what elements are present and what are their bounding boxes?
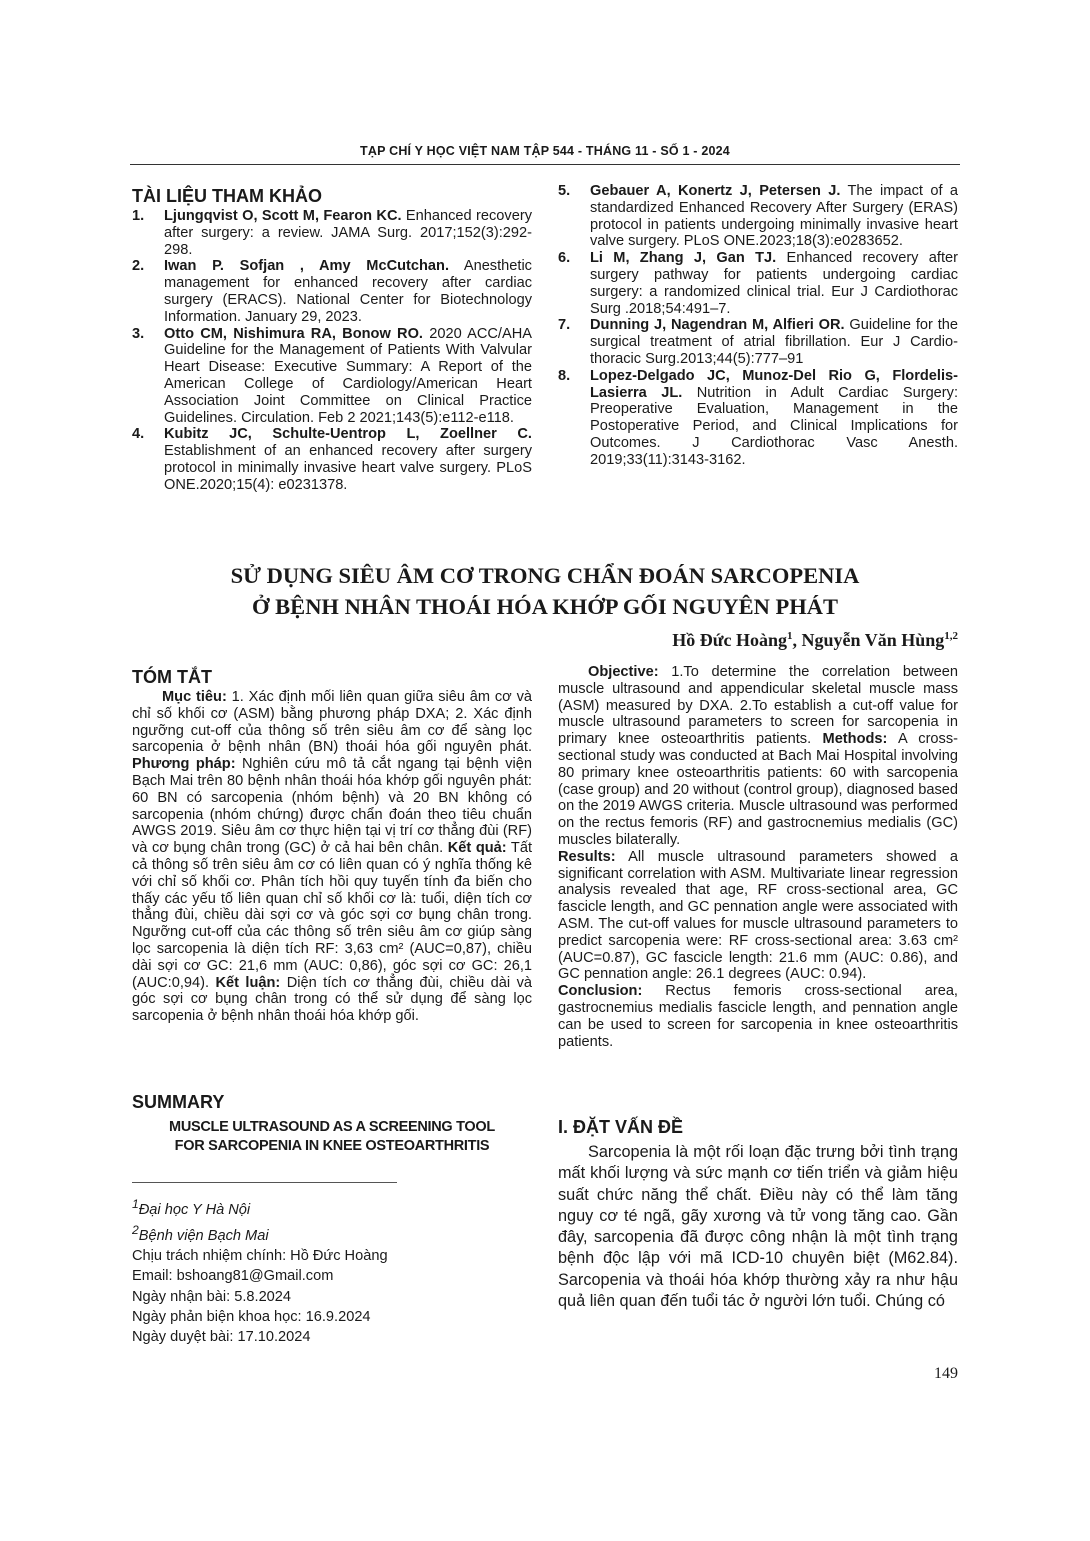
date-reviewed: Ngày phản biện khoa học: 16.9.2024 [132,1308,371,1325]
author-separator: , [792,630,802,650]
reference-number: 4. [132,426,145,443]
reference-number: 5. [558,183,571,199]
responsible-author: Chịu trách nhiệm chính: Hồ Đức Hoàng [132,1248,388,1265]
reference-body: 2020 ACC/AHA Guideline for the Management of Patients With Valvular Heart Disease: Executive Summary: A Report of the American College of Cardiology/American Heart Association Joint Committee on Clinical Practice Guidelines. Circulation. Feb 2 2021;143(5):e112-e118. [164,325,532,426]
article-title-line-2: Ở BỆNH NHÂN THOÁI HÓA KHỚP GỐI NGUYÊN PHÁT [252,594,838,619]
abstract-label: Mục tiêu: [162,689,227,705]
abstract-label: Results: [558,848,616,865]
contact-email: Email: bshoang81@Gmail.com [132,1268,334,1285]
reference-body: Enhanced recovery after surgery pathway for patients undergoing cardiac surgery: a randomized clinical trial. Eur J Cardiothorac Surg .2018;54:491–7. [590,250,958,317]
reference-authors: Otto CM, Nishimura RA, Bonow RO. [164,325,423,342]
reference-item [132,326,532,427]
article-title-line-1: SỬ DỤNG SIÊU ÂM CƠ TRONG CHẨN ĐOÁN SARCOPENIA [230,563,860,588]
abstract-english [558,664,958,1050]
footnote-rule [132,1182,397,1183]
date-accepted: Ngày duyệt bài: 17.10.2024 [132,1328,311,1345]
reference-item [132,258,532,325]
reference-number: 8. [558,367,571,384]
abstract-en-body [558,664,958,1050]
reference-body: Establishment of an enhanced recovery after surgery protocol in minimally invasive heart valve surgery. PLoS ONE.2020;15(4): e0231378. [164,443,532,493]
summary-title [132,1118,532,1156]
reference-body: The impact of a standardized Enhanced Recovery After Surgery (ERAS) protocol in patients undergoing minimally invasive heart valve surgery. PLoS ONE.2023;18(3):e0283652. [590,183,958,250]
abstract-label: Methods: [822,731,888,748]
reference-body: Anesthetic management for enhanced recovery after cardiac surgery (ERACS). National Center for Biotechnology Information. January 29, 2023. [164,258,532,325]
abstract-label: Conclusion: [558,983,643,1000]
summary-title-line-1: MUSCLE ULTRASOUND AS A SCREENING TOOL [169,1119,495,1135]
abstract-vn-heading: TÓM TẮT [132,667,212,687]
reference-item [558,183,958,250]
reference-text [164,426,532,493]
article-authors [672,630,958,651]
date-received: Ngày nhận bài: 5.8.2024 [132,1288,292,1305]
article-title [130,560,960,622]
abstract-label: Phương pháp: [132,756,236,773]
reference-item [558,368,958,469]
reference-text [164,326,532,427]
reference-body: Guideline for the surgical treatment of atrial fibrillation. Eur J Cardio-thoracic Surg.2013;44(5):777–91 [590,317,958,367]
reference-body: Enhanced recovery after surgery: a review. JAMA Surg. 2017;152(3):292-298. [164,208,532,258]
journal-header: TẠP CHÍ Y HỌC VIỆT NAM TẬP 544 - THÁNG 11 - SỐ 1 - 2024 [360,144,730,158]
abstract-text: Rectus femoris cross-sectional area, gastrocnemius medialis fascicle length, and pennation angle can be used to screen for sarcopenia in knee osteoarthritis patients. [558,983,958,1050]
affiliation-2 [132,1220,532,1246]
reference-text [590,250,958,317]
reference-authors: Dunning J, Nagendran M, Alfieri OR. [590,317,845,334]
reference-text [590,368,958,469]
reference-number: 3. [132,325,145,342]
reference-text [164,258,532,325]
abstract-label: Kết luận: [215,974,281,991]
reference-authors: Ljungqvist O, Scott M, Fearon KC. [164,208,402,224]
summary-heading: SUMMARY [132,1092,225,1112]
reference-item [132,426,532,493]
references-left [132,186,532,494]
reference-number: 1. [132,208,145,224]
author-name: Nguyễn Văn Hùng [801,630,945,650]
reference-item [132,208,532,258]
reference-authors: Iwan P. Sofjan , Amy McCutchan. [164,258,449,275]
intro-body [558,1142,958,1312]
abstract-vietnamese [132,667,532,1025]
reference-text [590,183,958,250]
intro-paragraph: Sarcopenia là một rối loạn đặc trưng bởi tình trạng mất khối lượng và sức mạnh cơ tiến triển và giảm hiệu suất chức năng thể chất. Điều này có thể làm tăng nguy cơ té ngã, gãy xương và tử vong tăng cao. Gần đây, sarcopenia đã được công nhận là một tình trạng bệnh độc lập với mã ICD-10 chuyên biệt (M62.84). Sarcopenia và thoái hóa khớp thường xảy ra như hậu quả liên quan đến tuổi tác ở người lớn tuổi. Chúng có [558,1143,958,1311]
summary-title-line-2: FOR SARCOPENIA IN KNEE OSTEOARTHRITIS [174,1138,490,1154]
abstract-text: All muscle ultrasound parameters showed a significant correlation with ASM. Multivariate linear regression analysis revealed that age, RF cross-sectional area, GC fascicle length, and GC pennation angle were associated with ASM. The cut-off values for muscle ultrasound parameters to predict sarcopenia were: RF cross-sectional area: 3.63 cm² (AUC=0.87), GC fascicle length: 21.6 mm (AUC: 0.86), and GC pennation angle: 26.1 degrees (AUC: 0.94). [558,848,958,983]
author-name: Hồ Đức Hoàng [672,630,788,650]
affiliation-mark: 2 [132,1223,139,1238]
reference-authors: Kubitz JC, Schulte-Uentrop L, Zoellner C. [164,426,532,443]
abstract-text: 1.To determine the correlation between muscle ultrasound and appendicular skeletal muscle mass (ASM) measured by DXA. 2.To establish a cut-off value for muscle ultrasound parameters to screen for sarcopenia in primary knee osteoarthritis patients. [558,664,958,748]
abstract-text: Tất cả thông số trên siêu âm cơ có liên quan có ý nghĩa thống kê với chỉ số khối cơ. Phân tích hồi quy tuyến tính đa biến cho thấy các yếu tố liên quan chỉ số khối cơ là: tuổi, diện tích cơ thẳng đùi, chiều dài sợi cơ và góc sợi cơ bụng chân trong. Ngưỡng cut-off của các thông số trên siêu âm cơ giúp sàng lọc sarcopenia là diện tích RF: 3,63 cm² (AUC=0,87), chiều dài sợi cơ GC: 21,6 mm (AUC: 0,86), góc sợi cơ GC: 26,1 (AUC:0,94). [132,840,533,991]
abstract-label: Kết quả: [447,840,507,857]
affiliation-mark: 1 [132,1197,139,1211]
reference-text [590,317,958,367]
reference-number: 6. [558,250,571,267]
affiliation-text: Đại học Y Hà Nội [138,1201,251,1218]
affiliation-text: Bệnh viện Bạch Mai [138,1227,269,1244]
reference-authors: Li M, Zhang J, Gan TJ. [590,250,777,267]
abstract-text: Diện tích cơ thẳng đùi, chiều dài và góc sợi cơ bụng chân trong có thể sử dụng để sàng lọc sarcopenia ở bệnh nhân thoái hóa khớp gối. [132,974,532,1025]
abstract-label: Objective: [588,664,659,680]
reference-body: Nutrition in Adult Cardiac Surgery: Preoperative Evaluation, Management in the Postoperative Period, and Clinical Implications for Outcomes. J Cardiothorac Vasc Anesth. 2019;33(11):3143-3162. [590,384,959,468]
author-affiliation-mark: 1,2 [944,630,958,642]
reference-authors: Lopez-Delgado JC, Munoz-Del Rio G, Flordelis-Lasierra JL. [590,367,958,401]
footnotes [132,1194,532,1347]
abstract-text: 1. Xác định mối liên quan giữa siêu âm cơ và chỉ số khối cơ (ASM) bằng phương pháp DXA; 2. Xác định ngưỡng cut-off của thông số trên siêu âm cơ để sàng lọc sarcopenia ở bệnh nhân (BN) thoái hóa gối nguyên phát. [132,689,532,756]
reference-number: 7. [558,317,571,334]
abstract-text: A cross-sectional study was conducted at Bach Mai Hospital involving 80 primary knee osteoarthritis patients: 60 with sarcopenia (case group) and 20 without (control group), diagnosed based on the 2019 AWGS criteria. Muscle ultrasound was performed on the rectus femoris (RF) and gastrocnemius medialis (GC) muscles bilaterally. [558,731,958,848]
abstract-vn-body [132,689,532,1025]
reference-item [558,250,958,317]
references-right [558,183,958,469]
reference-authors: Gebauer A, Konertz J, Petersen J. [590,183,841,199]
author-affiliation-mark: 1 [787,630,793,642]
abstract-text: Nghiên cứu mô tả cắt ngang tại bệnh viện Bạch Mai trên 80 bệnh nhân thoái hóa khớp gối nguyên phát: 60 BN có sarcopenia (nhóm bệnh) và 20 BN không có sarcopenia (nhóm chứng) được chẩn đoán theo tiêu chuẩn AWGS 2019. Siêu âm cơ thực hiện tại vị trí cơ thẳng đùi (RF) và cơ bụng chân trong (GC) ở cả hai bên chân. [132,756,532,857]
reference-text [164,208,532,258]
reference-item [558,317,958,367]
header-rule [130,164,960,165]
intro-heading: I. ĐẶT VẤN ĐỀ [558,1117,684,1137]
affiliation-1 [132,1194,532,1220]
references-heading: TÀI LIỆU THAM KHẢO [132,186,322,206]
reference-number: 2. [132,258,145,275]
page-number: 149 [934,1365,958,1382]
